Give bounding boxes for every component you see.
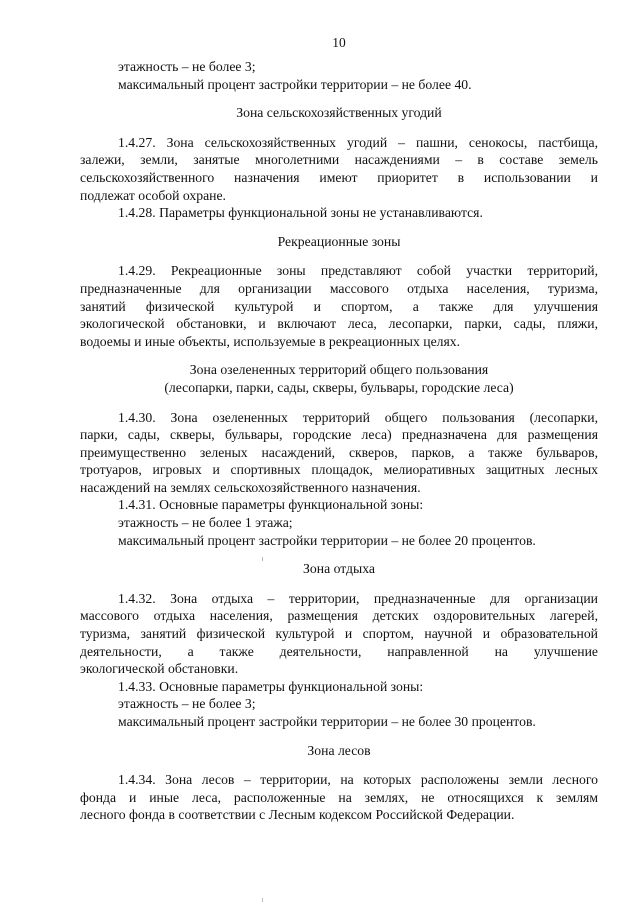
scan-mark [262,557,263,561]
paragraph-line: массового отдыха населения, размещения детских оздоровительных лагерей, [80,608,598,624]
paragraph-line: залежи, земли, занятые многолетними насаждениями – в составе земель [80,152,598,168]
paragraph-line: этажность – не более 3; [118,696,256,712]
section-heading: Зона отдыха [303,561,375,577]
paragraph-line: подлежат особой охране. [80,187,226,203]
paragraph-line: 1.4.28. Параметры функциональной зоны не устанавливаются. [118,205,483,221]
paragraph-line: фонда и иные леса, расположенные на землях, не относящихся к землям [80,789,598,805]
paragraph-line: этажность – не более 1 этажа; [118,515,293,531]
page-content [80,58,598,824]
paragraph-line: деятельности, а также деятельности, направленной на улучшение [80,643,598,659]
paragraph-line: водоемы и иные объекты, используемые в рекреационных целях. [80,333,461,349]
section-heading: Зона озелененных территорий общего пользования [189,362,489,378]
paragraph-line: 1.4.29. Рекреационные зоны представляют собой участки территорий, [118,263,598,279]
section-heading: Зона лесов [307,742,371,758]
section-subheading: (лесопарки, парки, сады, скверы, бульвары, городские леса) [164,379,514,395]
paragraph-line: туризма, занятий физической культурой и спортом, научной и образовательной [80,626,598,642]
paragraph-line: 1.4.31. Основные параметры функциональной зоны: [118,497,424,513]
paragraph-line: 1.4.33. Основные параметры функциональной зоны: [118,678,424,694]
paragraph-line: максимальный процент застройки территории – не более 30 процентов. [118,714,536,729]
text-line: максимальный процент застройки территории – не более 40. [118,76,472,92]
paragraph-line: сельскохозяйственного назначения имеют приоритет в использовании и [80,169,598,185]
paragraph-line: преимущественно зеленых насаждений, скверов, парков, а также бульваров, [80,444,598,460]
section-heading: Зона сельскохозяйственных угодий [236,105,442,121]
paragraph-line: лесного фонда в соответствии с Лесным кодексом Российской Федерации. [80,807,515,823]
paragraph-line: парки, сады, скверы, бульвары, городские леса) предназначена для размещения [80,427,598,443]
paragraph-line: 1.4.27. Зона сельскохозяйственных угодий – пашни, сенокосы, пастбища, [118,134,598,150]
paragraph-line: занятий физической культурой и спортом, а также для улучшения [80,298,598,314]
page-number: 10 [332,35,346,50]
paragraph-line: 1.4.32. Зона отдыха – территории, предназначенные для организации [118,590,598,606]
section-heading: Рекреационные зоны [277,233,401,249]
paragraph-line: 1.4.30. Зона озелененных территорий общего пользования (лесопарки, [118,409,598,425]
paragraph-line: экологической обстановки, и включают леса, лесопарки, парки, сады, пляжи, [80,316,598,332]
paragraph-line: 1.4.34. Зона лесов – территории, на которых расположены земли лесного [118,772,598,788]
paragraph-line: насаждений на землях сельскохозяйственного назначения. [80,479,421,495]
paragraph-line: максимальный процент застройки территории – не более 20 процентов. [118,532,536,548]
text-line: этажность – не более 3; [118,59,256,74]
paragraph-line: тротуаров, игровых и спортивных площадок, мелиоративных защитных лесных [80,462,598,478]
paragraph-line: предназначенные для организации массового отдыха населения, туризма, [80,280,598,296]
scan-mark [262,898,263,902]
paragraph-line: экологической обстановки. [80,661,239,677]
